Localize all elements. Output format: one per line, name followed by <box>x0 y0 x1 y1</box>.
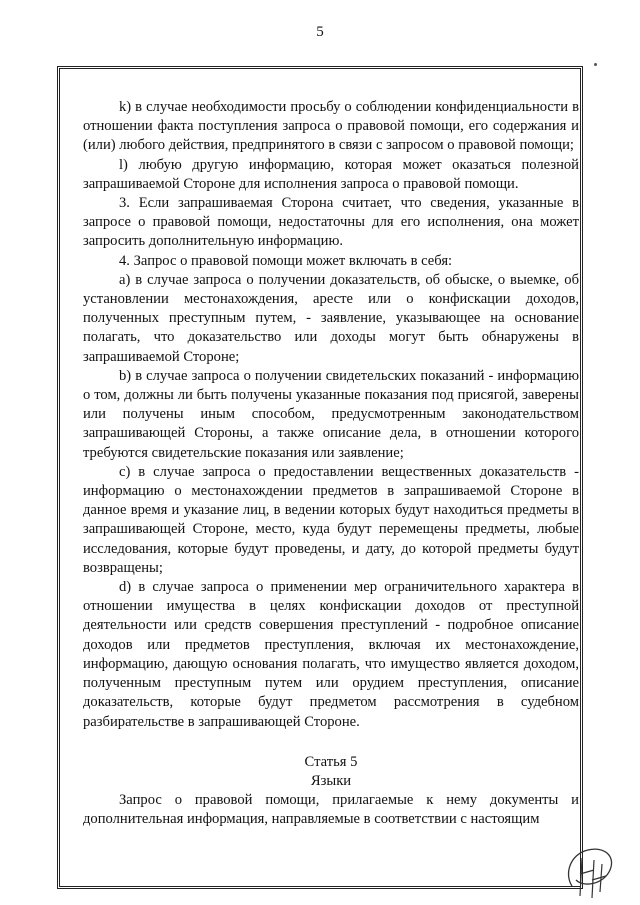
handwritten-initials-signature <box>558 840 628 900</box>
article-number: Статья 5 <box>304 753 358 770</box>
paragraph-item-c: c) в случае запроса о предоставлении вещественных доказательств - информацию о местонахождении предметов в запрашиваемой Стороне в данное время и указание лиц, в ведении которых будут находиться предметы в запрашивающей Стороне, место, куда будут перемещены предметы, любые исследования, которые будут проведены, и дату, до которой предметы будут возвращены; <box>83 463 579 576</box>
article-heading <box>83 753 579 791</box>
page-number: 5 <box>316 24 324 40</box>
paragraph-item-b: b) в случае запроса о получении свидетельских показаний - информацию о том, должны ли быть получены указанные показания под присягой, заверены или получены иным способом, предусмотренным законодательством запрашивающей Стороны, а также описание дела, в отношении которого требуются свидетельские показания или заявление; <box>83 367 579 461</box>
document-body <box>83 98 579 830</box>
paragraph-item-l: l) любую другую информацию, которая может оказаться полезной запрашиваемой Стороне для исполнения запроса о правовой помощи. <box>83 156 579 192</box>
paragraph-clause-4: 4. Запрос о правовой помощи может включать в себя: <box>119 252 453 269</box>
paragraph-item-d: d) в случае запроса о применении мер ограничительного характера в отношении имущества в целях конфискации доходов от преступной деятельности или средств совершения преступлений - подробное описание доходов или предметов преступления, включая их местонахождение, информацию, дающую основания полагать, что имущество является доходом, полученным преступным путем или орудием преступления, описание доказательств, которые будут предметом рассмотрения в судебном разбирательстве в запрашивающей Стороне. <box>83 579 579 730</box>
paragraph-clause-3: 3. Если запрашиваемая Сторона считает, что сведения, указанные в запросе о правовой помощи, недостаточны для его исполнения, она может запросить дополнительную информацию. <box>83 195 579 250</box>
paragraph-item-a: a) в случае запроса о получении доказательств, об обыске, о выемке, об установлении местонахождения, аресте или о конфискации доходов, полученных преступным путем, - заявление, указывающее на основание полагать, что доказательство или доходы могут быть обнаружены в запрашиваемой Стороне; <box>83 271 579 365</box>
article-5-paragraph: Запрос о правовой помощи, прилагаемые к нему документы и дополнительная информация, направляемые в соответствии с настоящим <box>83 792 579 828</box>
scan-speck <box>594 63 597 66</box>
paragraph-item-k: k) в случае необходимости просьбу о соблюдении конфиденциальности в отношении факта поступления запроса о правовой помощи, его содержания и (или) любого действия, предпринятого в связи с запросом о правовой помощи; <box>83 99 579 154</box>
article-title: Языки <box>310 772 352 789</box>
